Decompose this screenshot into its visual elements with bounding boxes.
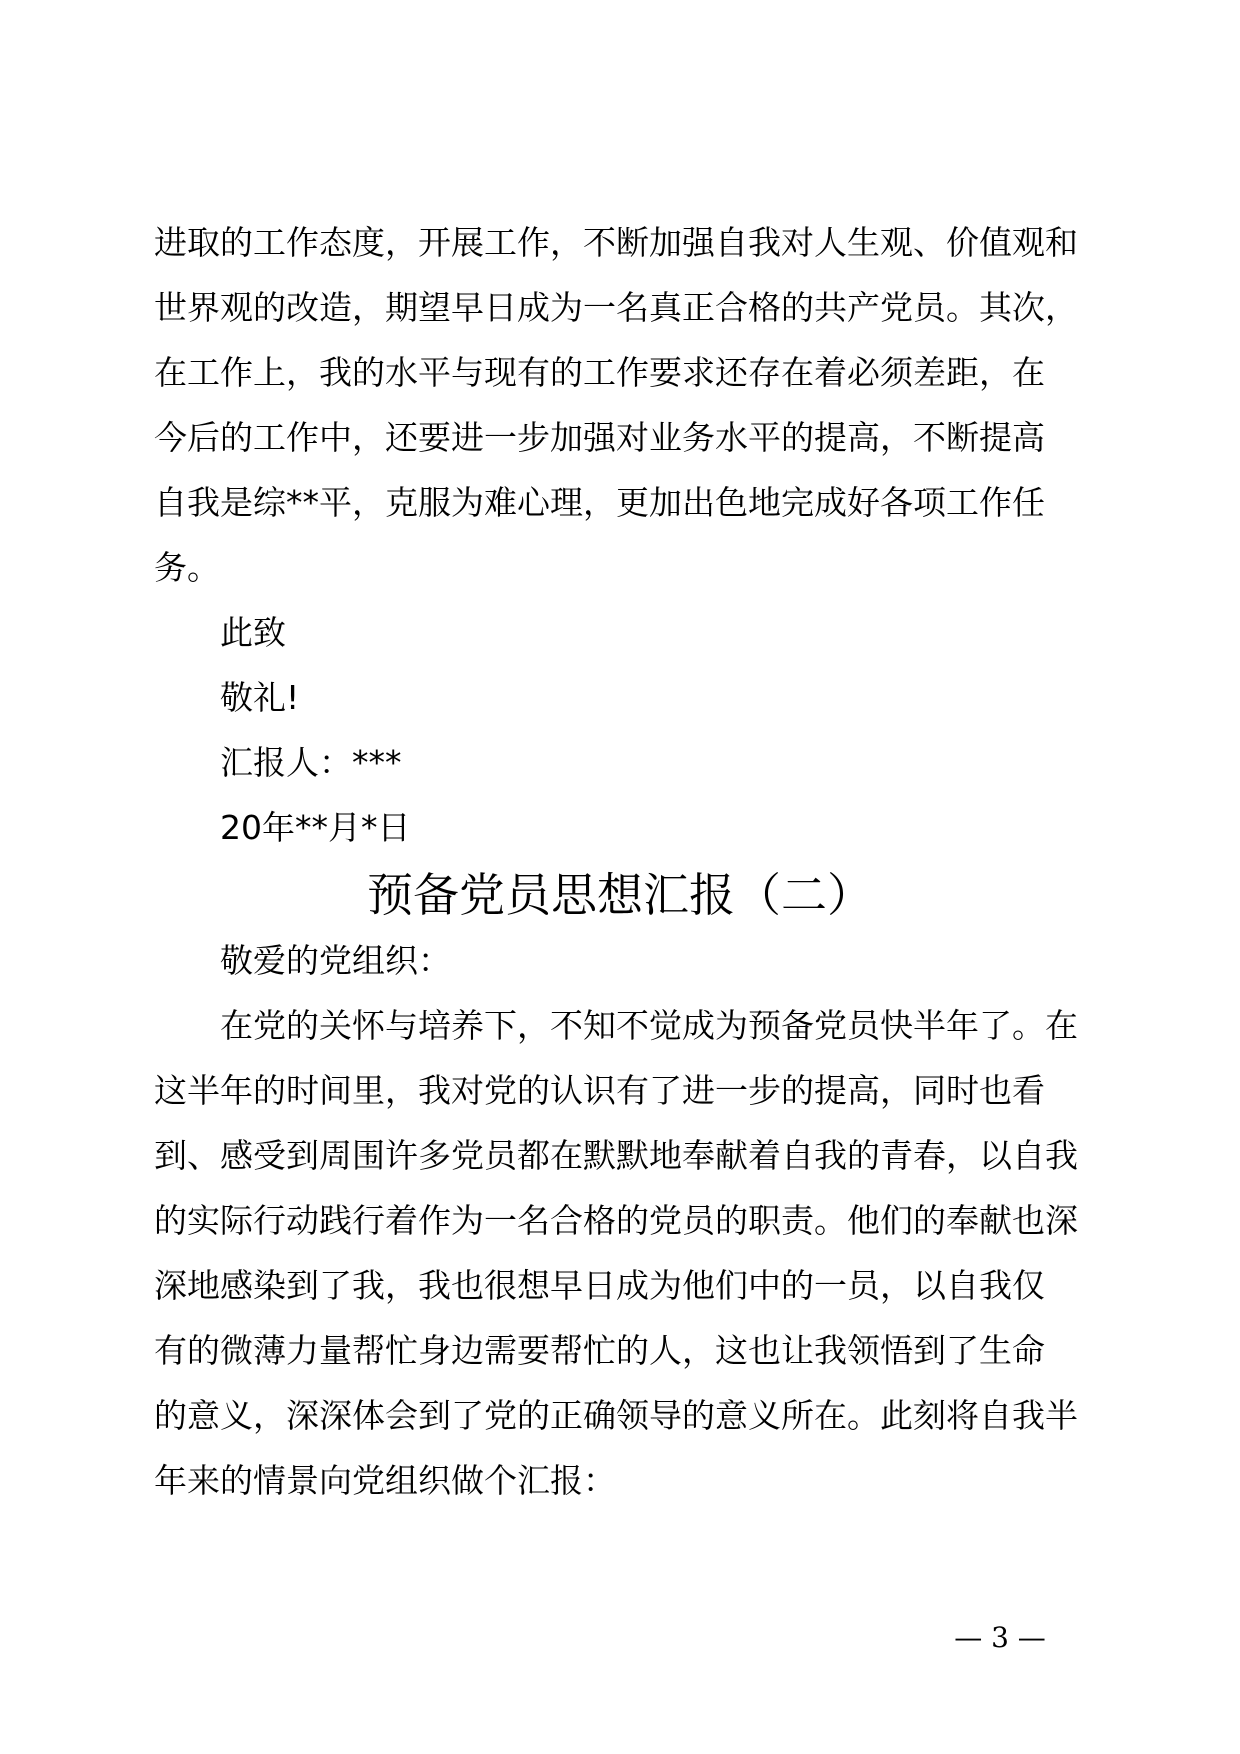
paragraph-line: 务。 (154, 548, 220, 587)
closing-block (220, 600, 411, 860)
paragraph-line: 今后的工作中，还要进一步加强对业务水平的提高，不断提高 (154, 418, 1045, 457)
paragraph-line: 的意义，深深体会到了党的正确领导的意义所在。此刻将自我半 (154, 1396, 1078, 1435)
greeting-line: 敬爱的党组织： (220, 941, 451, 980)
page-number: — 3 — (954, 1621, 1046, 1654)
date-line: 20年**月*日 (220, 808, 411, 847)
paragraph-line: 的实际行动践行着作为一名合格的党员的职责。他们的奉献也深 (154, 1201, 1078, 1240)
section-title: 预备党员思想汇报（二） (367, 868, 873, 922)
paragraph-line: 到、感受到周围许多党员都在默默地奉献着自我的青春，以自我 (154, 1136, 1078, 1175)
continuation-paragraph (154, 210, 1094, 600)
paragraph-line: 进取的工作态度，开展工作，不断加强自我对人生观、价值观和 (154, 223, 1078, 262)
paragraph-line: 在工作上，我的水平与现有的工作要求还存在着必须差距，在 (154, 353, 1045, 392)
letter-body (154, 928, 1094, 1513)
paragraph-line: 深地感染到了我，我也很想早日成为他们中的一员，以自我仅 (154, 1266, 1045, 1305)
reporter-line: 汇报人：*** (220, 743, 402, 782)
paragraph-line: 有的微薄力量帮忙身边需要帮忙的人，这也让我领悟到了生命 (154, 1331, 1045, 1370)
salutation-line-1: 此致 (220, 613, 286, 652)
paragraph-line: 世界观的改造，期望早日成为一名真正合格的共产党员。其次， (154, 288, 1078, 327)
salutation-line-2: 敬礼! (220, 678, 300, 717)
paragraph-line: 在党的关怀与培养下，不知不觉成为预备党员快半年了。在 (220, 1006, 1078, 1045)
paragraph-line: 这半年的时间里，我对党的认识有了进一步的提高，同时也看 (154, 1071, 1045, 1110)
paragraph-line: 年来的情景向党组织做个汇报： (154, 1461, 616, 1500)
paragraph-line: 自我是综**平，克服为难心理，更加出色地完成好各项工作任 (154, 483, 1045, 522)
